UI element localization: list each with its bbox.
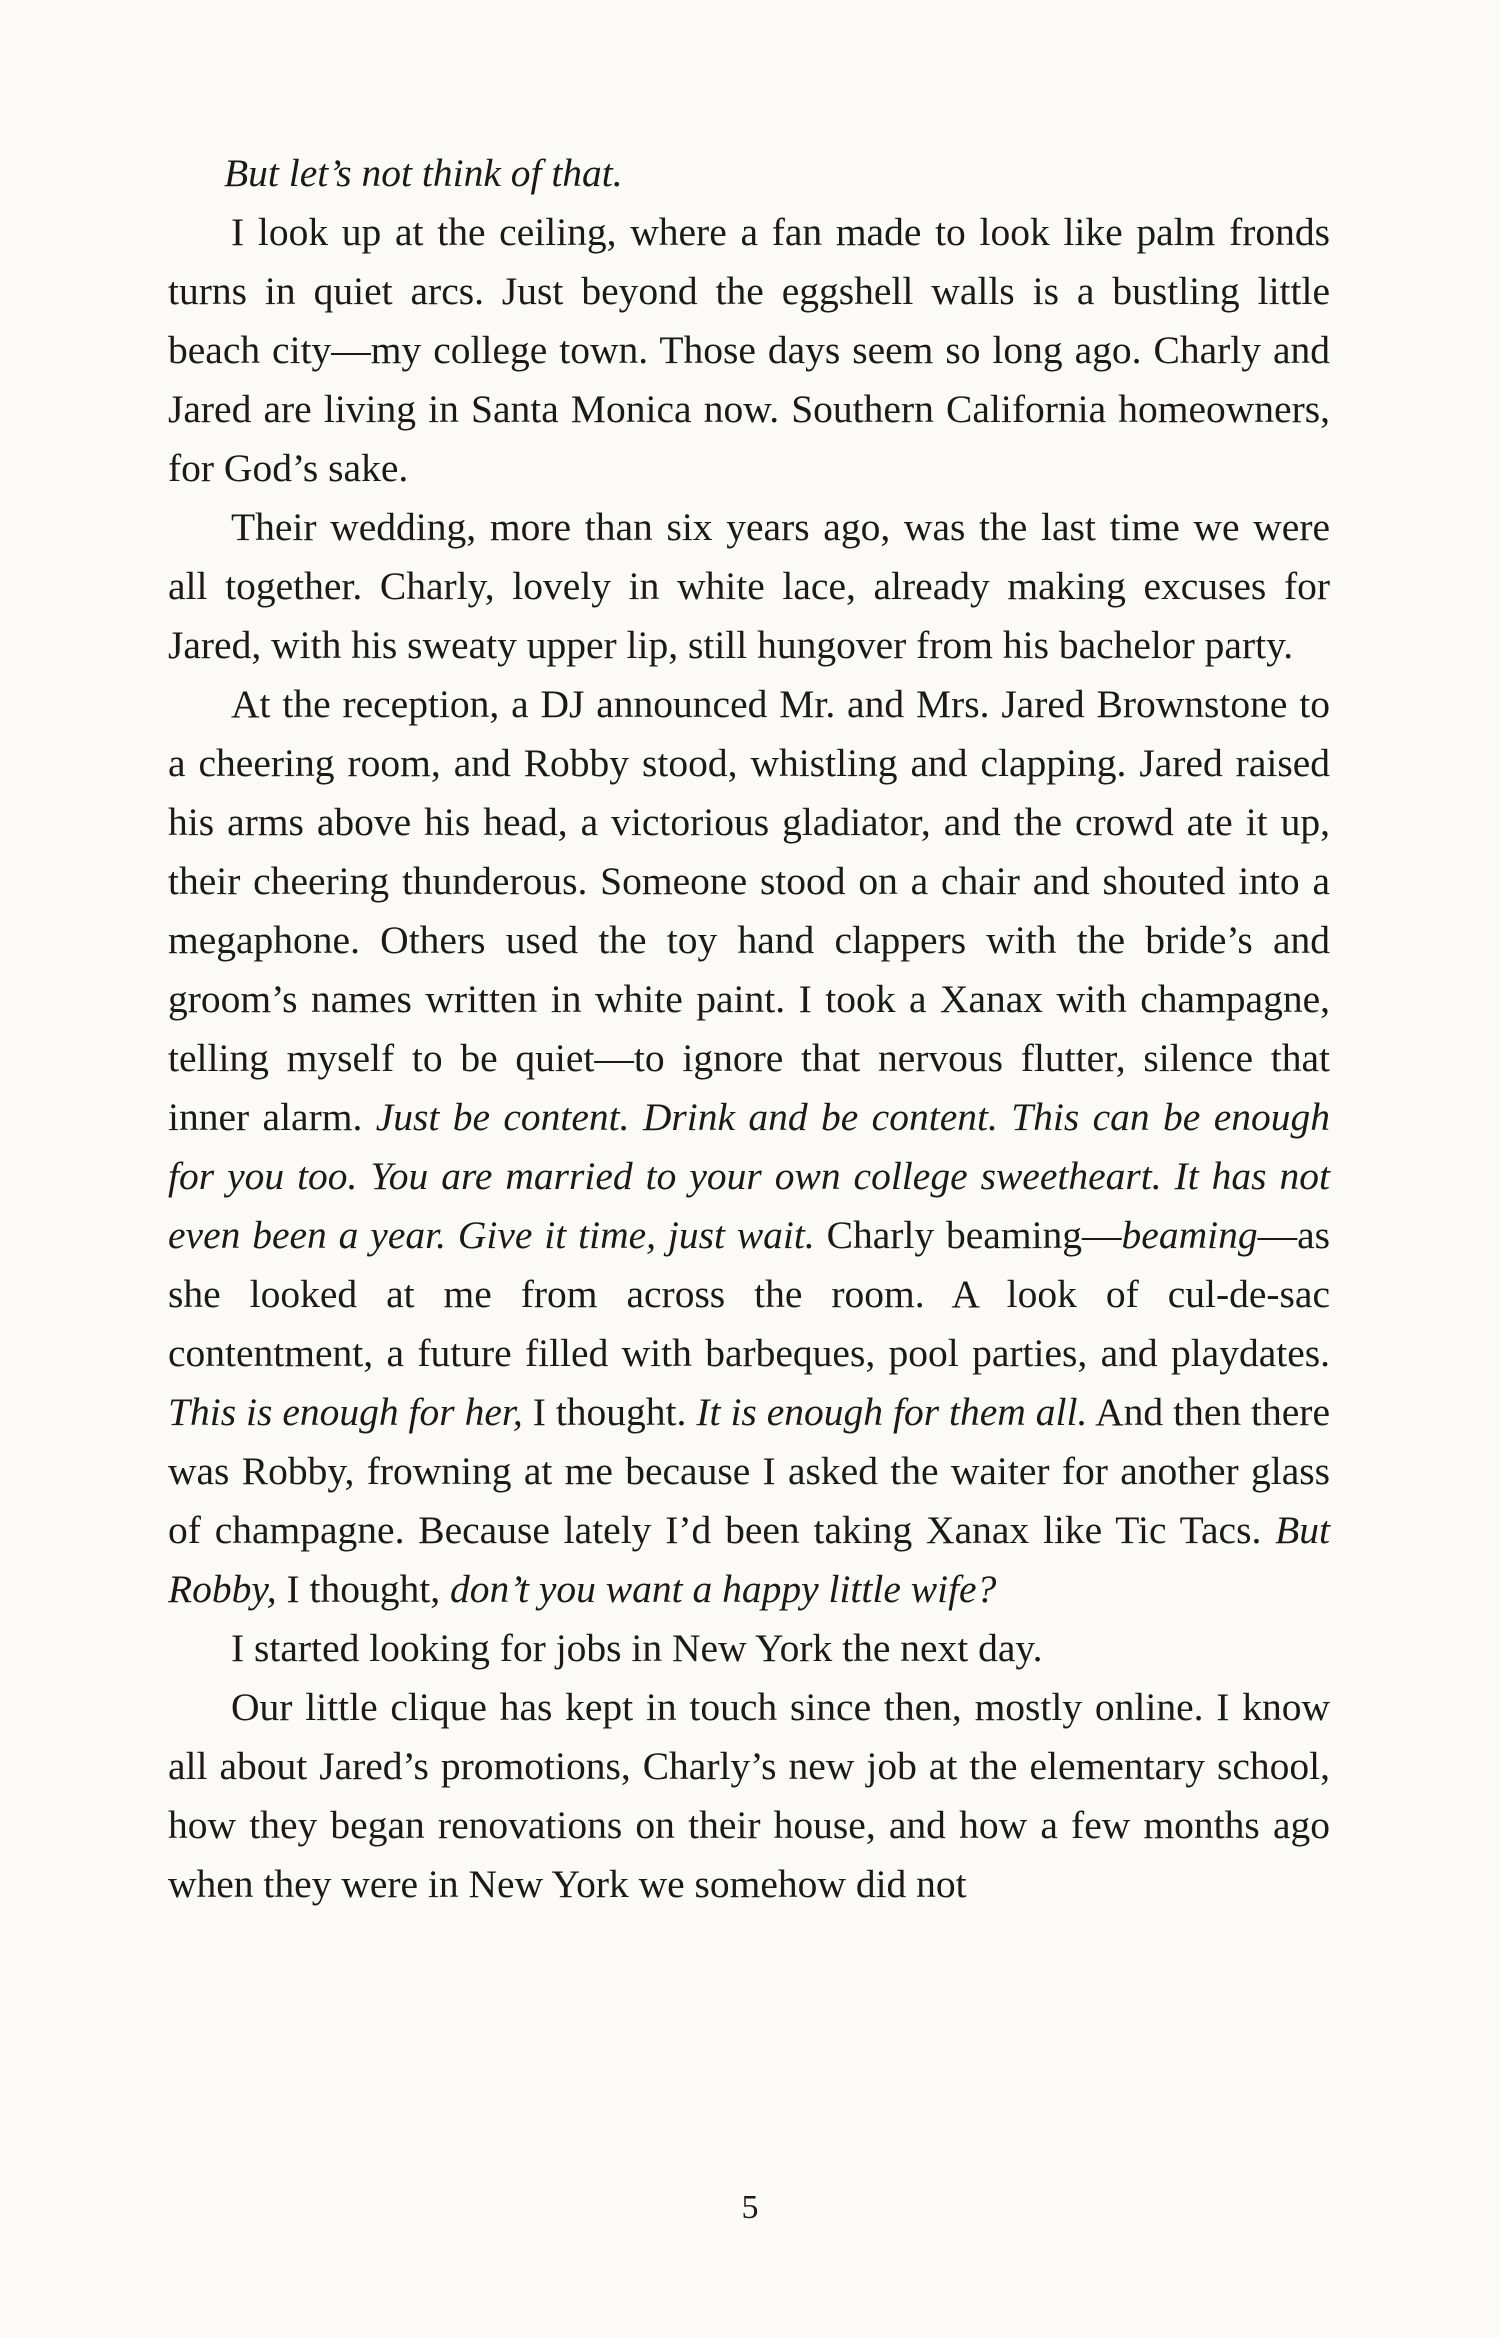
text-run: I thought. (522, 1390, 697, 1434)
paragraph (168, 1619, 1330, 1678)
text-run: Charly beaming— (814, 1213, 1122, 1257)
paragraph (168, 203, 1330, 498)
paragraph (168, 144, 1330, 203)
italic-text: beaming (1121, 1213, 1258, 1257)
text-run: Our little clique has kept in touch since then, mostly online. I know all about Jared’s promotions, Charly’s new job at the elementary school, how they began renovations on their house, and how a few months ago when they were in New York we somehow did not (168, 1685, 1330, 1906)
text-run: —as she looked at me from across the room. A look of cul-de-sac contentment, a future filled with barbeques, pool parties, and playdates. (168, 1213, 1330, 1375)
body-text (168, 144, 1330, 1914)
text-run: Their wedding, more than six years ago, was the last time we were all together. Charly, lovely in white lace, already making excuses for Jared, with his sweaty upper lip, still hungover from his bachelor party. (168, 505, 1330, 667)
italic-text: But Robby, (168, 1508, 1330, 1611)
text-run: And then there was Robby, frowning at me because I asked the waiter for another glass of champagne. Because lately I’d been taking Xanax like Tic Tacs. (168, 1390, 1330, 1552)
text-run: I look up at the ceiling, where a fan made to look like palm fronds turns in quiet arcs. Just beyond the eggshell walls is a bustling little beach city—my college town. Those days seem so long ago. Charly and Jared are living in Santa Monica now. Southern California homeowners, for God’s sake. (168, 210, 1330, 490)
italic-text: It is enough for them all. (696, 1390, 1088, 1434)
italic-text: Just be content. Drink and be content. This can be enough for you too. You are married to your own college sweetheart. It has not even been a year. Give it time, just wait. (168, 1095, 1330, 1257)
page-number: 5 (741, 2189, 759, 2226)
text-run: I thought, (276, 1567, 450, 1611)
italic-text: don’t you want a happy little wife? (449, 1567, 997, 1611)
text-run: At the reception, a DJ announced Mr. and Mrs. Jared Brownstone to a cheering room, and Robby stood, whistling and clapping. Jared raised his arms above his head, a victorious gladiator, and the crowd ate it up, their cheering thunderous. Someone stood on a chair and shouted into a megaphone. Others used the toy hand clappers with the bride’s and groom’s names written in white paint. I took a Xanax with champagne, telling myself to be quiet—to ignore that nervous flutter, silence that inner alarm. (168, 682, 1330, 1139)
italic-text: This is enough for her, (168, 1390, 523, 1434)
paragraph (168, 498, 1330, 675)
paragraph (168, 1678, 1330, 1914)
paragraph (168, 675, 1330, 1619)
italic-text: But let’s not think of that. (224, 151, 623, 195)
text-run: I started looking for jobs in New York the next day. (231, 1626, 1043, 1670)
